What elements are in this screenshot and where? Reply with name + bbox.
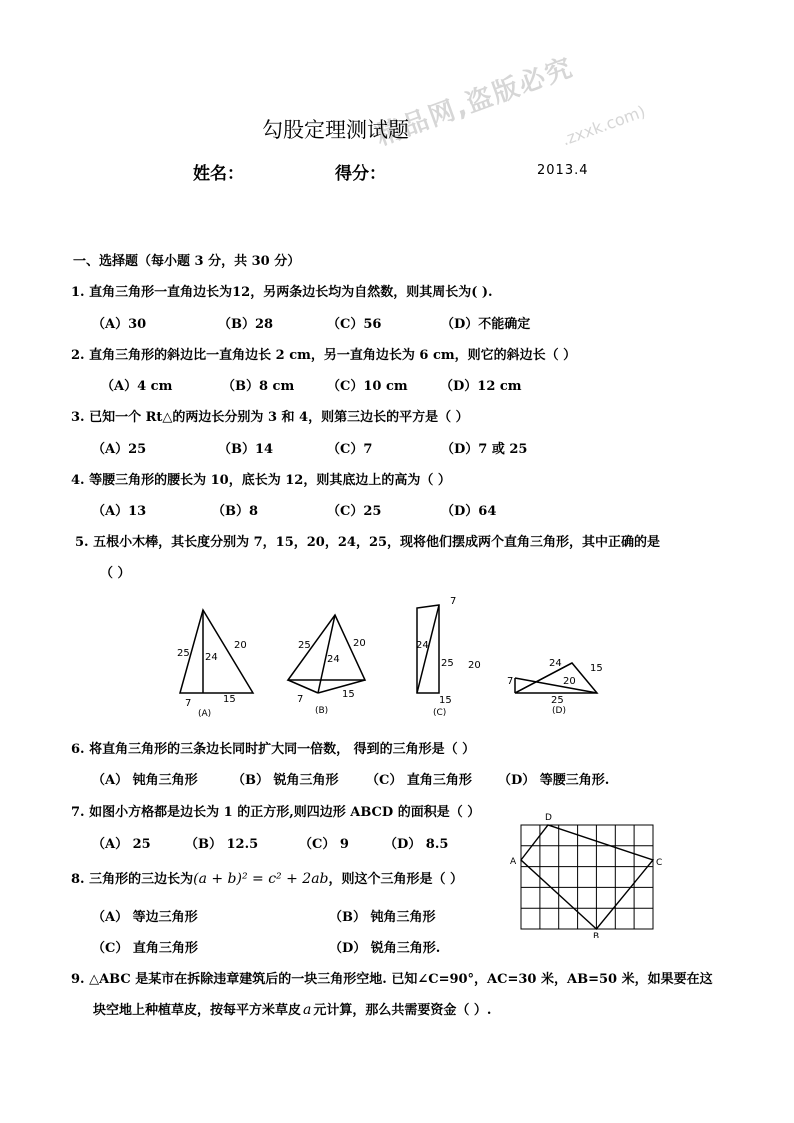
q2-option-b: （B）8 cm xyxy=(222,379,295,394)
question-3: 3. 已知一个 Rt△的两边长分别为 3 和 4，则第三边长的平方是（ ） xyxy=(71,410,469,425)
fig-c-caption: (C) xyxy=(433,708,447,718)
fig-c-label-3: 25 xyxy=(441,658,454,669)
fig-a-label-3: 20 xyxy=(234,640,247,651)
q3-option-c: （C）7 xyxy=(327,442,373,457)
fig-b-line2 xyxy=(288,680,318,693)
watermark-url: .zxxk.com) xyxy=(559,101,648,150)
fig-b-label-1: 25 xyxy=(298,640,311,651)
q4-option-a: （A）13 xyxy=(92,504,147,519)
q1-option-a: （A）30 xyxy=(92,317,147,332)
q8-option-b: （B） 钝角三角形 xyxy=(329,910,436,925)
fig-a-label-4: 7 xyxy=(185,698,192,709)
q9-variable: a xyxy=(303,1002,312,1018)
fig-b-label-2: 20 xyxy=(353,638,366,649)
fig-b-label-3: 24 xyxy=(327,654,340,665)
fig-b-label-5: 15 xyxy=(342,689,355,700)
fig-d-label-4: 20 xyxy=(563,676,576,687)
fig-a-label-1: 25 xyxy=(177,648,190,659)
q4-option-d: （D）64 xyxy=(441,504,497,519)
q6-option-c: （C） 直角三角形 xyxy=(366,773,472,788)
vertex-a-label: A xyxy=(510,857,517,867)
q9-text-pre: 块空地上种植草皮，按每平方米草皮 xyxy=(93,1003,302,1018)
q7-option-d: （D） 8.5 xyxy=(384,837,449,852)
q7-option-b: （B） 12.5 xyxy=(185,837,259,852)
watermark: 精品网,盗版必究 xyxy=(372,52,578,152)
q3-option-a: （A）25 xyxy=(92,442,147,457)
question-7: 7. 如图小方格都是边长为 1 的正方形,则四边形 ABCD 的面积是（ ） xyxy=(71,805,481,820)
fig-c-label-5: 15 xyxy=(439,695,452,706)
section-heading: 一、选择题（每小题 3 分，共 30 分） xyxy=(73,254,301,269)
q1-option-d: （D）不能确定 xyxy=(441,317,531,332)
q2-option-a: （A）4 cm xyxy=(101,379,173,394)
question-5: 5. 五根小木棒，其长度分别为 7，15，20，24，25，现将他们摆成两个直角三角形，其中正确的是 xyxy=(75,535,661,550)
fig-c-label-1: 7 xyxy=(450,596,457,607)
q4-option-b: （B）8 xyxy=(212,504,259,519)
fig-c-label-2: 24 xyxy=(416,640,429,651)
question-9-line-2 xyxy=(93,999,491,1018)
score-label: 得分： xyxy=(335,164,386,184)
q7-grid-figure xyxy=(505,808,675,938)
question-6: 6. 将直角三角形的三条边长同时扩大同一倍数， 得到的三角形是（ ） xyxy=(71,742,476,757)
vertex-c-label: C xyxy=(656,858,663,868)
q8-text-post: ，则这个三角形是（ ） xyxy=(328,872,464,887)
q4-option-c: （C）25 xyxy=(327,504,382,519)
fig-a-caption: (A) xyxy=(198,709,212,719)
vertex-d-label: D xyxy=(545,813,552,823)
fig-d-label-5: 25 xyxy=(551,695,564,706)
question-1: 1. 直角三角形一直角边长为12，另两条边长均为自然数，则其周长为( ). xyxy=(71,285,493,300)
grid-lines xyxy=(521,825,653,929)
q9-text-post: 元计算，那么共需要资金（ ）. xyxy=(313,1003,492,1018)
q3-option-d: （D）7 或 25 xyxy=(441,442,528,457)
fig-b-label-4: 7 xyxy=(297,694,304,705)
q7-option-c: （C） 9 xyxy=(299,837,349,852)
fig-d-label-1: 24 xyxy=(549,658,562,669)
fig-d-label-3: 7 xyxy=(507,676,514,687)
q2-option-c: （C）10 cm xyxy=(327,379,408,394)
q6-option-d: （D） 等腰三角形. xyxy=(498,773,610,788)
quadrilateral-abcd xyxy=(521,825,653,929)
exam-date: 2013.4 xyxy=(537,163,589,178)
question-8 xyxy=(71,868,463,887)
q6-option-b: （B） 锐角三角形 xyxy=(232,773,339,788)
fig-d-label-2: 15 xyxy=(590,663,603,674)
fig-d-caption: (D) xyxy=(552,706,566,716)
page-title: 勾股定理测试题 xyxy=(262,118,409,142)
fig-c-label-4: 20 xyxy=(468,660,481,671)
vertex-b-label: B xyxy=(593,932,600,938)
q3-option-b: （B）14 xyxy=(218,442,274,457)
fig-d-line xyxy=(515,678,597,693)
q8-option-c: （C） 直角三角形 xyxy=(92,941,198,956)
fig-b-caption: (B) xyxy=(315,706,329,716)
q7-option-a: （A） 25 xyxy=(92,837,151,852)
q5-figures xyxy=(160,590,620,725)
question-4: 4. 等腰三角形的腰长为 10，底长为 12，则其底边上的高为（ ） xyxy=(71,473,451,488)
q8-formula: (a + b)² = c² + 2ab xyxy=(193,871,329,887)
name-label: 姓名： xyxy=(193,164,244,184)
question-9-line-1: 9. △ABC 是某市在拆除违章建筑后的一块三角形空地. 已知∠C=90°，AC=30 米，AB=50 米，如果要在这 xyxy=(71,972,713,987)
q8-option-d: （D） 锐角三角形. xyxy=(329,941,441,956)
q2-option-d: （D）12 cm xyxy=(440,379,522,394)
fig-a-label-5: 15 xyxy=(223,694,236,705)
fig-a-label-2: 24 xyxy=(205,652,218,663)
q8-text-pre: 8. 三角形的三边长为 xyxy=(71,872,194,887)
q8-option-a: （A） 等边三角形 xyxy=(92,910,198,925)
q1-option-b: （B）28 xyxy=(218,317,274,332)
q6-option-a: （A） 钝角三角形 xyxy=(92,773,198,788)
q1-option-c: （C）56 xyxy=(327,317,382,332)
question-2: 2. 直角三角形的斜边比一直角边长 2 cm，另一直角边长为 6 cm，则它的斜边长（ ） xyxy=(71,348,577,363)
q5-answer-paren: （ ） xyxy=(100,566,131,581)
